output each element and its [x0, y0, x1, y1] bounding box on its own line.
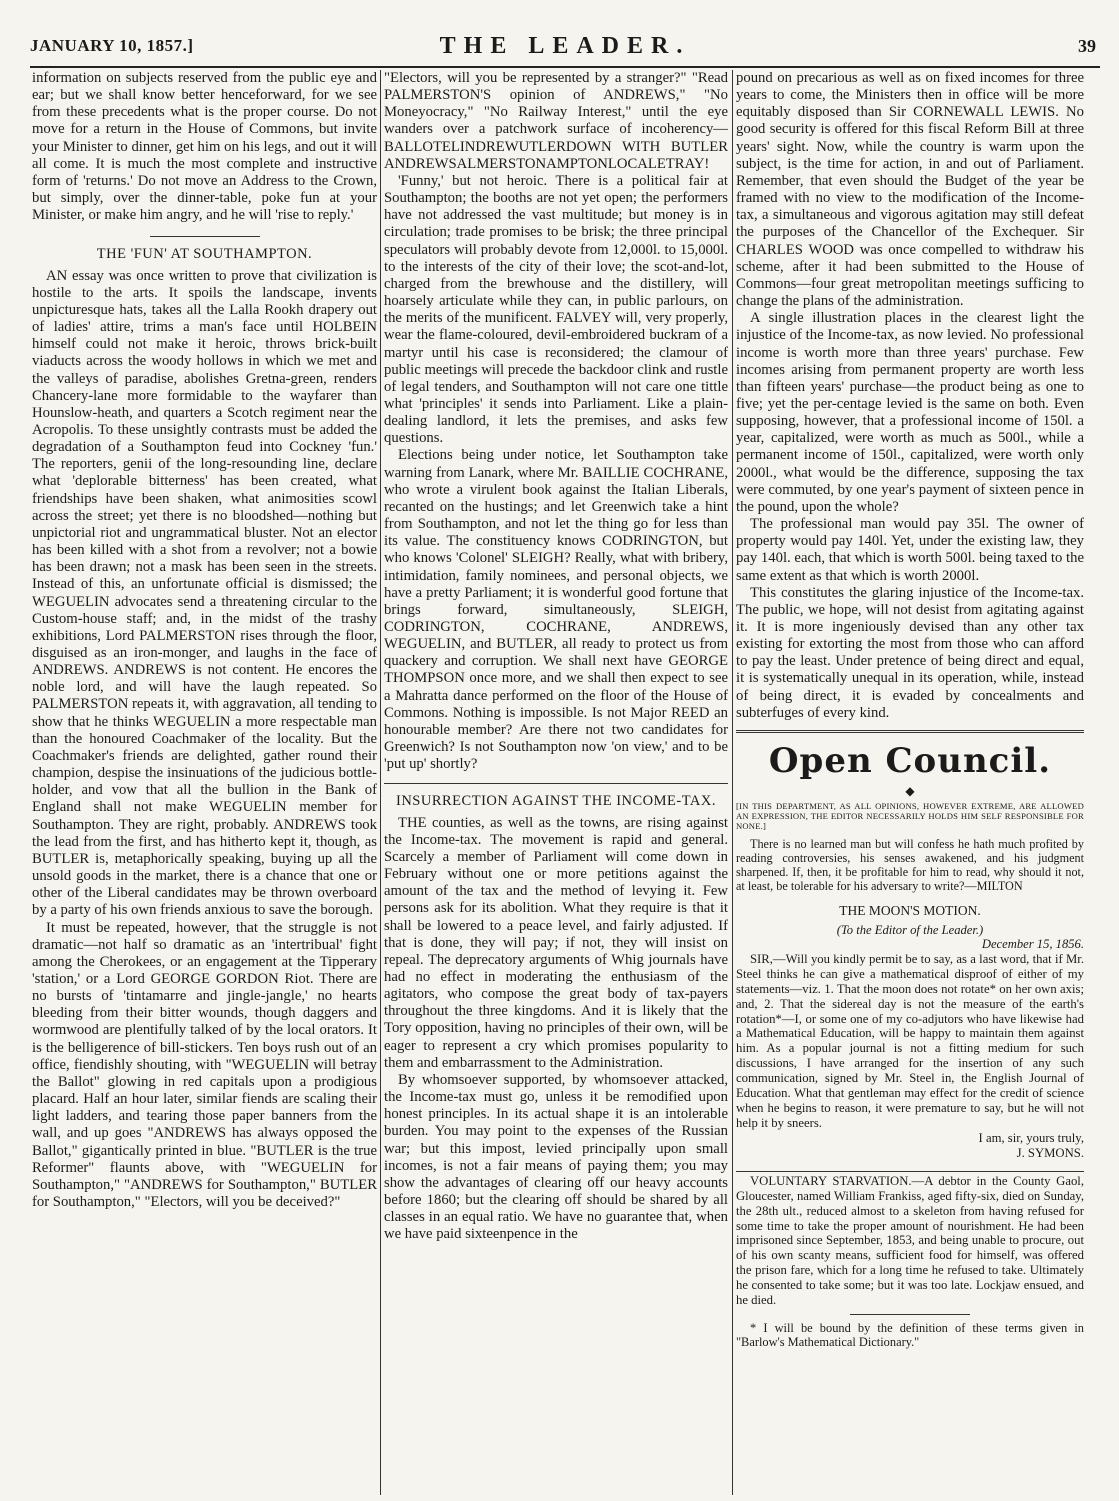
article-paragraph: AN essay was once written to prove that civilization is hostile to the arts. It spoils the landscape, invents unpicturesque hats, takes all the Lalla Rookh drapery out of ladies' attire, trims a man's face until HOLBEIN himself could not make it heroic, throws brick-built viaducts across the woody hollows in which we met and the valleys of paradise, abolishes Gretna-green, renders Chancery-lane more formidable to the wayfarer than Hounslow-heath, and quarters a Scotch regiment near the Acropolis. To these unsightly contrasts must be added the degradation of a Southampton feud into Cockney 'fun.' The reporters, genii of the long-resounding line, declare what 'deplorable bitterness' has been created, what friendships have been shaken, what animosities scowl across the street; yet there is no bloodshed—nothing but unpictorial riot and ungrammatical bluster. Not an elector has been killed with a shot from a revolver; not a bowie has been drawn; not a mask has been seen in the streets. Instead of this, an unfortunate official is dismissed; the WEGUELIN advocates send a threatening circular to the Custom-house staff; and, in the midst of the trashy exhibitions, Lord PALMERSTON rises through the floor, disguised as an iron-monger, and laughs in the face of ANDREWS. ANDREWS is not content. He encores the noble lord, and will have the laugh repeated. So PALMERSTON repeats it, with aggravation, all tending to show that he thinks WEGUELIN a more respectable man than the honoured Coachmaker of the locality. But the Coachmaker's friends are delighted, gather round their champion, despise the insinuations of the judicious bottle-holder, and vow that all the bullion in the Bank of England shall not make WEGUELIN member for Southampton. They are right, probably. ANDREWS took the lead from the first, and has hitherto kept it, though, as BUTLER is, metaphorically speaking, buying up all the unsold goods in the market, there is a chance that one or other of the Liberal candidates may be thrown overboard by a party of his own friends anxious to save the borough. — [32, 267, 377, 919]
article-paragraph: By whomsoever supported, by whomsoever attacked, the Income-tax must go, unless it be remodified upon honest principles. In its actual shape it is an intolerable burden. You may point to the expenses of the Russian war; but this impost, levied principally upon small incomes, is not a fair means of paying them; you may show the advantages of clearing off our heavy accounts before 1860; but the clearing off should be shared by all classes in an equal ratio. We have no guarantee that, when we have paid sixteenpence in the — [384, 1071, 728, 1243]
article-paragraph: It must be repeated, however, that the struggle is not dramatic—not half so dramatic as an 'intertribual' fight among the Cherokees, or an engagement at the Tipperary 'station,' or a Lord GEORGE GORDON Riot. There are no bursts of 'tintamarre and jingle-jangle,' no hearts bleeding from their bitter wounds, though daggers and wormwood are plentifully talked of by the local orators. It is the belligerence of bill-stickers. Ten boys rush out of an office, fiendishly shouting, with "WEGUELIN will betray the Ballot" glowing in red capitals upon a prodigious placard. Half an hour later, similar fiends are scaling their light ladders, and tearing those paper banners from the wall, and up goes "ANDREWS has always opposed the Ballot," gigantically printed in blue. "BUTLER is the true Reformer" flaunts above, with "WEGUELIN for Southampton," "ANDREWS for Southampton," BUTLER for Southampton," "Electors, will you be deceived?" — [32, 919, 377, 1210]
editorial-disclaimer: [IN THIS DEPARTMENT, AS ALL OPINIONS, HOWEVER EXTREME, ARE ALLOWED AN EXPRESSION, THE EDITOR NECESSARILY HOLDS HIM SELF RESPONSIBLE FOR NONE.] — [736, 800, 1084, 831]
article-heading-fun-at-southampton: THE 'FUN' AT SOUTHAMPTON. — [96, 246, 313, 263]
letter-close: I am, sir, yours truly, — [978, 1130, 1084, 1145]
article-paragraph: A single illustration places in the clearest light the injustice of the Income-tax, as now levied. No professional income is worth more than three years' purchase. Few incomes arising from permanent property are worth less than fifteen years' purchase—the product being as one to five; yet the per-centage levied is the same on both. Even supposing, however, that a professional income of 150l. a year, capitalized, were worth as much as 500l., while a permanent income of 150l., capitalized, were worth only 2000l., what would be the difference, supposing the tax were commuted, by one year's payment of sixteen pence in the pound, upon the whole? — [736, 310, 1084, 515]
letter-signature: J. SYMONS. — [1016, 1145, 1084, 1160]
footnote-rule — [850, 1314, 970, 1315]
article-paragraph: The professional man would pay 35l. The owner of property would pay 140l. Yet, under the existing law, they pay 140l. each, that which is worth 500l. being taxed to the same extent as that which is worth 2000l. — [736, 516, 1084, 584]
section-title-open-council: Open Council. — [768, 740, 1052, 781]
column-3 — [736, 70, 1084, 1495]
article-paragraph: This constitutes the glaring injustice of the Income-tax. The public, we hope, will not desist from agitating against it. It is more ingeniously devised than any other tax existing for extorting the most from those who can afford to pay the least. Under pretence of being direct and equal, it is systematically unequal in its operation, while, instead of being direct, it is evaded by concealments and subterfuges of every kind. — [736, 584, 1084, 721]
letter-date: December 15, 1856. — [981, 936, 1084, 951]
continued-paragraph: pound on precarious as well as on fixed incomes for three years to come, the Ministers then in office will be more equitably disposed than Sir CORNEWALL LEWIS. No good security is offered for this fiscal Reform Bill at three years' sight. Now, while the country is warm upon the subject, is the time for action, in and out of Parliament. Remember, that even should the Budget of the year be framed with no view to the modification of the Income-tax, a simultaneous and vigorous agitation may still defeat the purposes of the Chancellor of the Exchequer. Sir CHARLES WOOD was once compelled to withdraw his scheme, after it had been submitted to the House of Commons—four great metropolitan meetings sufficing to change the plans of the administration. — [736, 70, 1084, 310]
voluntary-starvation-notice: VOLUNTARY STARVATION.—A debtor in the County Gaol, Gloucester, named William Frankiss, aged fifty-six, died on Sunday, the 28th ult., reduced almost to a skeleton from having refused for some time to take the proper amount of nourishment. He had been imprisoned since September, 1853, and being unable to procure, out of his own scanty means, sufficient food for himself, was offered the prison fare, which for a long time he refused to take. Ultimately he consented to take some; but it was too late. Lockjaw ensued, and he died. — [736, 1173, 1084, 1308]
divider — [736, 1171, 1084, 1172]
column-rule-1 — [380, 70, 381, 1495]
ornament-icon: ◆ — [905, 783, 915, 798]
column-2 — [384, 70, 728, 1495]
masthead — [30, 32, 1100, 68]
letter-subtitle: (To the Editor of the Leader.) — [836, 922, 984, 937]
footnote: * I will be bound by the definition of these terms given in "Barlow's Mathematical Dictionary." — [736, 1320, 1084, 1350]
letter-title: THE MOON'S MOTION. — [839, 902, 981, 918]
article-paragraph: 'Funny,' but not heroic. There is a political fair at Southampton; the booths are not yet open; the performers have not addressed the vast multitude; but money is in circulation; trade promises to be brisk; the three principal speculators will probably devote from 12,000l. to 15,000l. to the interests of the city of their love; the scot-and-lot, charged from the brewhouse and the distillery, will hoarsely articulate while they can, in public parlours, on the merits of the munificent. FALVEY will, very properly, wear the flame-coloured, devil-embroidered buckram of a martyr until his case is reconsidered; the clamour of public meetings will precede the backdoor clink and rustle of legal tenders, and Southampton will not care one tittle what 'principles' it sends into Parliament. Like a plain-dealing landlord, it lets the premises, and asks few questions. — [384, 172, 728, 447]
article-heading-income-tax: INSURRECTION AGAINST THE INCOME-TAX. — [396, 793, 716, 810]
column-rule-2 — [732, 70, 733, 1495]
section-rule — [736, 730, 1084, 733]
article-paragraph: THE counties, as well as the towns, are rising against the Income-tax. The movement is rapid and general. Scarcely a member of Parliament will come down in February without one or more petitions against the amount of the tax and the method of levying it. Few persons ask for its abolition. What they require is that it shall be lowered to a peace level, and fairly adjusted. If that is done, they will pay; if not, they will insist on repeal. The deprecatory arguments of Whig journals have had no effect in moderating the enthusiasm of the agitators, who compose the great body of tax-payers throughout the three kingdoms. And it is likely that the Tory opposition, having no principles of their own, will be eager to represent a cry which promises popularity to them and embarrassment to the Administration. — [384, 814, 728, 1071]
continued-paragraph: "Electors, will you be represented by a stranger?" "Read PALMERSTON'S opinion of ANDREWS," "No Moneyocracy," "No Railway Interest," until the eye wanders over a patchwork surface of incoherency—BALLOTELINDREWUTLERDOWN WITH BUTLER ANDREWSALMERSTONAMPTONLOCALETRAY! — [384, 70, 728, 172]
issue-date: JANUARY 10, 1857.] — [30, 36, 194, 55]
divider — [150, 236, 260, 237]
column-1 — [32, 70, 377, 1495]
milton-motto: There is no learned man but will confess he hath much profited by reading controversies, his senses awakened, and his judgment sharpened. If, then, it be profitable for him to read, why should it not, at least, be tolerable for his adversary to write?—MILTON — [736, 836, 1084, 893]
divider — [384, 783, 728, 784]
continued-paragraph: information on subjects reserved from the public eye and ear; but we shall know better henceforward, for we see from these precedents what is the proper course. Do not move for a return in the House of Commons, but invite your Minister to dinner, get him on his legs, and out it will all come. It is much the most complete and instructive form of 'returns.' Do not move an Address to the Crown, but simply, over the dinner-table, poke fun at your Minister, or make him angry, and he will 'rise to reply.' — [32, 70, 377, 224]
page-number: 39 — [1078, 36, 1096, 56]
letter-body: SIR,—Will you kindly permit be to say, as a last word, that if Mr. Steel thinks he can give a mathematical disproof of either of my statements—viz. 1. That the moon does not rotate* on her own axis; and, 2. That the sidereal day is not the measure of the earth's rotation*—I, or some one of my co-adjutors who have likewise had a Mathematical Education, will be happy to maintain them against him. As a popular journal is not a fitting medium for such discussions, I have arranged for the insertion of any such communication, signed by Mr. Steel in, the English Journal of Education. What that gentleman may effect for the credit of science when he begins to reason, it were premature to say, but he will not help it by sneers. — [736, 951, 1084, 1130]
article-paragraph: Elections being under notice, let Southampton take warning from Lanark, where Mr. BAILLIE COCHRANE, who wrote a virulent book against the Italian Liberals, recanted on the hustings; and let Greenwich take a hint from Southampton, and not let the thing go for less than its value. The constituency knows CODRINGTON, but who knows 'Colonel' SLEIGH? Really, what with bribery, intimidation, family nominees, and personal objects, we have a pretty Parliament; it is wonderful good fortune that brings forward, simultaneously, SLEIGH, CODRINGTON, COCHRANE, ANDREWS, WEGUELIN, and BUTLER, all ready to protect us from quackery and corruption. We shall next have GEORGE THOMPSON once more, and we shall then expect to see a Mahratta dance performed on the floor of the House of Commons. Nothing is impossible. Is not Major REED an honourable member? Are there not two candidates for Greenwich? Is not Southampton now 'on view,' and to be 'put up' shortly? — [384, 447, 728, 773]
newspaper-title: THE LEADER. — [439, 33, 691, 59]
